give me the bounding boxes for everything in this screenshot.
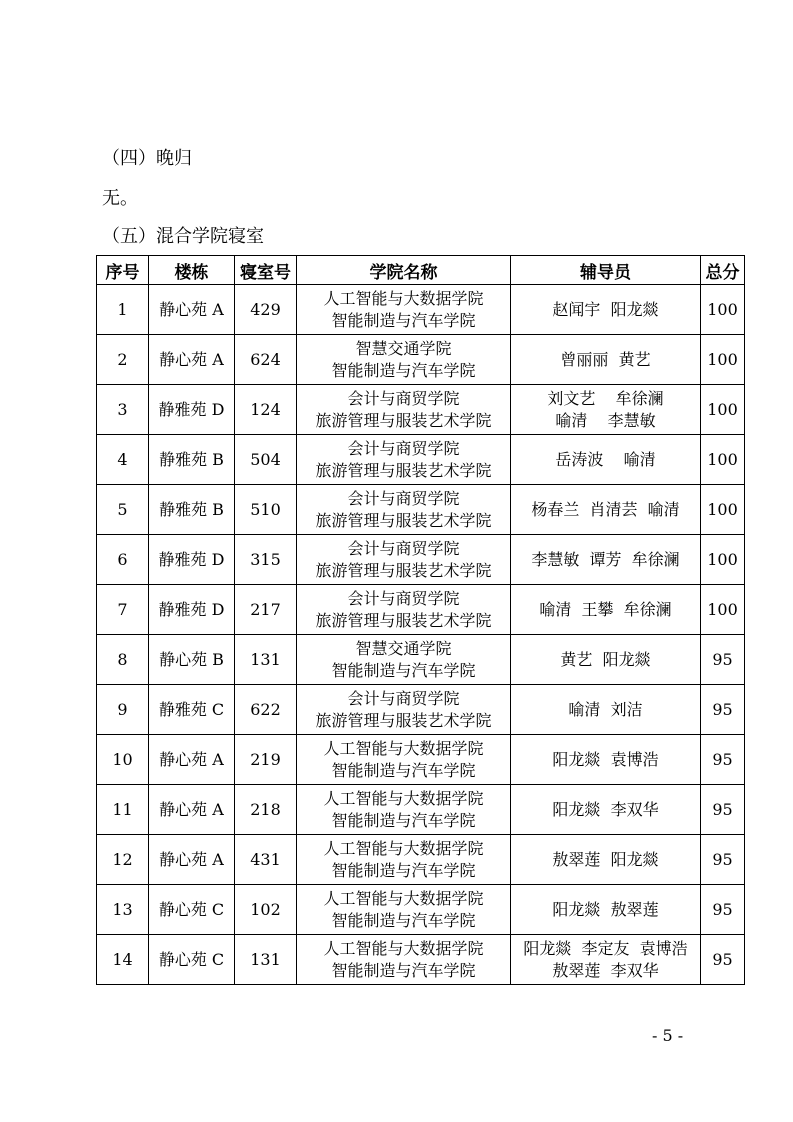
cell-building: 静心苑 A: [149, 735, 235, 785]
cell-counselor: [511, 335, 701, 385]
counselor-line: 敖翠莲 阳龙燚: [552, 849, 659, 869]
header-no: 序号: [97, 256, 149, 285]
cell-score: 95: [701, 635, 745, 685]
college-line: 会计与商贸学院: [347, 488, 460, 508]
college-line: 智慧交通学院: [355, 638, 452, 658]
cell-no: 14: [97, 935, 149, 985]
cell-building: 静雅苑 D: [149, 535, 235, 585]
cell-room: 131: [235, 935, 297, 985]
counselor-line: 曾丽丽 黄艺: [560, 349, 651, 369]
college-line: 智能制造与汽车学院: [331, 360, 476, 380]
college-line: 会计与商贸学院: [347, 538, 460, 558]
cell-room: 102: [235, 885, 297, 935]
cell-room: 429: [235, 285, 297, 335]
college-line: 人工智能与大数据学院: [323, 788, 484, 808]
late-return-heading: （四）晚归: [102, 148, 192, 169]
cell-building: 静雅苑 D: [149, 585, 235, 635]
cell-no: 10: [97, 735, 149, 785]
cell-room: 315: [235, 535, 297, 585]
cell-no: 8: [97, 635, 149, 685]
header-score: 总分: [701, 256, 745, 285]
college-line: 智能制造与汽车学院: [331, 660, 476, 680]
cell-college: [297, 385, 511, 435]
college-line: 智能制造与汽车学院: [331, 910, 476, 930]
cell-counselor: [511, 735, 701, 785]
counselor-line: 喻清 王攀 牟徐澜: [539, 599, 672, 619]
cell-score: 100: [701, 585, 745, 635]
cell-college: [297, 885, 511, 935]
cell-no: 6: [97, 535, 149, 585]
cell-building: 静雅苑 B: [149, 485, 235, 535]
cell-no: 13: [97, 885, 149, 935]
cell-room: 622: [235, 685, 297, 735]
counselor-line: 阳龙燚 袁博浩: [552, 749, 659, 769]
cell-college: [297, 685, 511, 735]
cell-counselor: [511, 885, 701, 935]
counselor-line: 喻清 李慧敏: [555, 410, 656, 430]
cell-score: 100: [701, 335, 745, 385]
cell-college: [297, 735, 511, 785]
cell-score: 95: [701, 885, 745, 935]
table-row: [97, 435, 745, 485]
counselor-line: 喻清 刘洁: [568, 699, 643, 719]
cell-room: 131: [235, 635, 297, 685]
table-row: [97, 835, 745, 885]
mixed-dorm-heading: （五）混合学院寝室: [102, 226, 264, 247]
college-line: 会计与商贸学院: [347, 688, 460, 708]
cell-building: 静心苑 A: [149, 785, 235, 835]
header-college: 学院名称: [297, 256, 511, 285]
table-body: [97, 285, 745, 985]
cell-counselor: [511, 285, 701, 335]
table-row: [97, 885, 745, 935]
cell-college: [297, 585, 511, 635]
counselor-line: 杨春兰 肖清芸 喻清: [531, 499, 680, 519]
table-row: [97, 735, 745, 785]
counselor-line: 阳龙燚 李定友 袁博浩: [523, 938, 688, 958]
table-row: [97, 535, 745, 585]
cell-no: 2: [97, 335, 149, 385]
table-row: [97, 485, 745, 535]
cell-no: 9: [97, 685, 149, 735]
cell-score: 95: [701, 935, 745, 985]
cell-counselor: [511, 585, 701, 635]
college-line: 旅游管理与服装艺术学院: [315, 560, 492, 580]
cell-no: 11: [97, 785, 149, 835]
college-line: 智能制造与汽车学院: [331, 810, 476, 830]
cell-score: 100: [701, 535, 745, 585]
college-line: 旅游管理与服装艺术学院: [315, 410, 492, 430]
college-line: 智能制造与汽车学院: [331, 310, 476, 330]
college-line: 会计与商贸学院: [347, 388, 460, 408]
cell-college: [297, 635, 511, 685]
late-return-text: 无。: [102, 188, 138, 209]
table-row: [97, 385, 745, 435]
counselor-line: 敖翠莲 李双华: [552, 960, 659, 980]
cell-score: 100: [701, 485, 745, 535]
cell-counselor: [511, 485, 701, 535]
cell-score: 95: [701, 785, 745, 835]
counselor-line: 李慧敏 谭芳 牟徐澜: [531, 549, 680, 569]
cell-counselor: [511, 835, 701, 885]
cell-room: 624: [235, 335, 297, 385]
cell-room: 431: [235, 835, 297, 885]
college-line: 人工智能与大数据学院: [323, 888, 484, 908]
cell-college: [297, 435, 511, 485]
college-line: 旅游管理与服装艺术学院: [315, 510, 492, 530]
cell-college: [297, 785, 511, 835]
cell-no: 5: [97, 485, 149, 535]
cell-building: 静心苑 A: [149, 335, 235, 385]
college-line: 会计与商贸学院: [347, 588, 460, 608]
table-row: [97, 785, 745, 835]
college-line: 会计与商贸学院: [347, 438, 460, 458]
cell-building: 静心苑 C: [149, 935, 235, 985]
header-building: 楼栋: [149, 256, 235, 285]
cell-college: [297, 935, 511, 985]
cell-no: 12: [97, 835, 149, 885]
table-row: [97, 685, 745, 735]
cell-score: 95: [701, 735, 745, 785]
table-row: [97, 935, 745, 985]
cell-counselor: [511, 935, 701, 985]
cell-counselor: [511, 435, 701, 485]
cell-college: [297, 535, 511, 585]
cell-college: [297, 335, 511, 385]
cell-counselor: [511, 385, 701, 435]
cell-counselor: [511, 535, 701, 585]
cell-room: 219: [235, 735, 297, 785]
college-line: 人工智能与大数据学院: [323, 738, 484, 758]
cell-college: [297, 485, 511, 535]
mixed-dorm-table: [96, 255, 745, 985]
counselor-line: 黄艺 阳龙燚: [560, 649, 651, 669]
table-row: [97, 335, 745, 385]
counselor-line: 赵闻宇 阳龙燚: [552, 299, 659, 319]
college-line: 旅游管理与服装艺术学院: [315, 460, 492, 480]
cell-no: 1: [97, 285, 149, 335]
cell-score: 100: [701, 385, 745, 435]
college-line: 人工智能与大数据学院: [323, 838, 484, 858]
cell-counselor: [511, 785, 701, 835]
cell-room: 124: [235, 385, 297, 435]
college-line: 旅游管理与服装艺术学院: [315, 610, 492, 630]
cell-score: 95: [701, 685, 745, 735]
cell-score: 95: [701, 835, 745, 885]
header-room: 寝室号: [235, 256, 297, 285]
table-row: [97, 285, 745, 335]
cell-room: 504: [235, 435, 297, 485]
cell-no: 3: [97, 385, 149, 435]
cell-no: 4: [97, 435, 149, 485]
cell-building: 静心苑 A: [149, 285, 235, 335]
college-line: 旅游管理与服装艺术学院: [315, 710, 492, 730]
college-line: 智能制造与汽车学院: [331, 960, 476, 980]
page-number: - 5 -: [652, 1026, 684, 1045]
college-line: 人工智能与大数据学院: [323, 288, 484, 308]
cell-college: [297, 835, 511, 885]
cell-counselor: [511, 685, 701, 735]
cell-no: 7: [97, 585, 149, 635]
cell-building: 静心苑 C: [149, 885, 235, 935]
counselor-line: 刘文艺 牟徐澜: [547, 388, 664, 408]
cell-counselor: [511, 635, 701, 685]
counselor-line: 阳龙燚 敖翠莲: [552, 899, 659, 919]
cell-building: 静心苑 A: [149, 835, 235, 885]
table-row: [97, 635, 745, 685]
cell-score: 100: [701, 285, 745, 335]
cell-room: 218: [235, 785, 297, 835]
header-counselor: 辅导员: [511, 256, 701, 285]
cell-room: 217: [235, 585, 297, 635]
college-line: 智能制造与汽车学院: [331, 860, 476, 880]
college-line: 智慧交通学院: [355, 338, 452, 358]
table-header-row: [97, 256, 745, 285]
cell-college: [297, 285, 511, 335]
cell-score: 100: [701, 435, 745, 485]
cell-room: 510: [235, 485, 297, 535]
table-row: [97, 585, 745, 635]
counselor-line: 岳涛波 喻清: [555, 449, 656, 469]
cell-building: 静心苑 B: [149, 635, 235, 685]
cell-building: 静雅苑 D: [149, 385, 235, 435]
college-line: 智能制造与汽车学院: [331, 760, 476, 780]
cell-building: 静雅苑 B: [149, 435, 235, 485]
college-line: 人工智能与大数据学院: [323, 938, 484, 958]
cell-building: 静雅苑 C: [149, 685, 235, 735]
counselor-line: 阳龙燚 李双华: [552, 799, 659, 819]
